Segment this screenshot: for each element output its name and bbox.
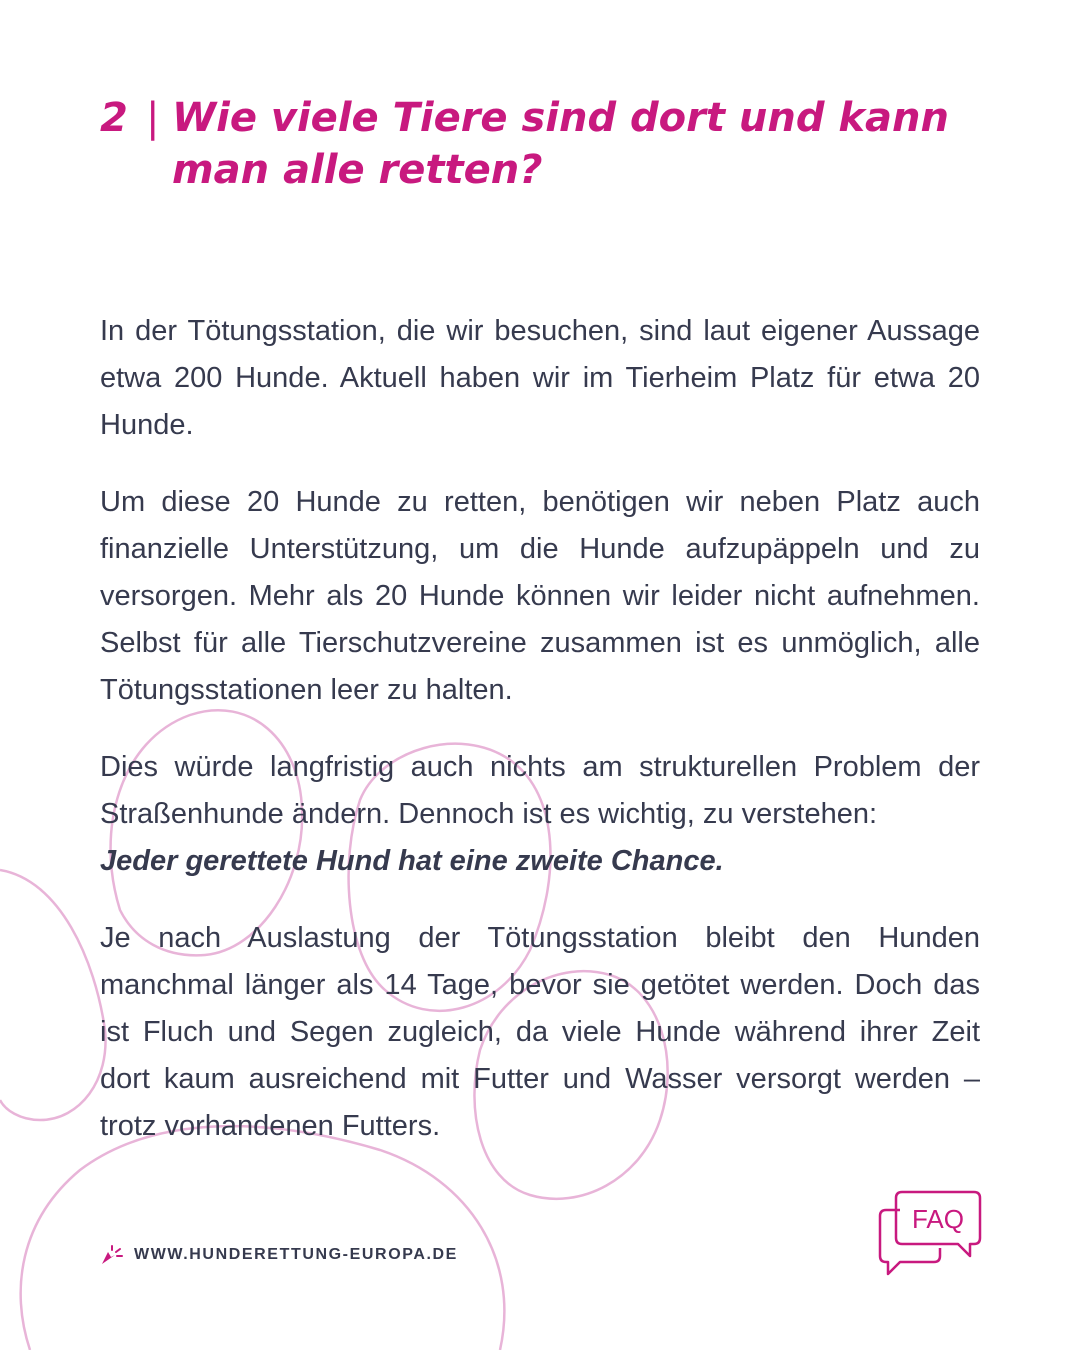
paragraph-4: Je nach Auslastung der Tötungsstation bleibt den Hunden manchmal länger als 14 Tage, bevor sie getötet werden. Doch das ist Fluch und Segen zugleich, da viele Hunde während ihrer Zeit dort kaum ausreichend mit Futter und Wasser versorgt werden – trotz vorhandenen Futters. (100, 922, 980, 1142)
website-footer[interactable] (100, 1244, 458, 1266)
paragraph-2: Um diese 20 Hunde zu retten, benötigen wir neben Platz auch finanzielle Unterstützung, um die Hunde aufzupäppeln und zu versorgen. Mehr als 20 Hunde können wir leider nicht aufnehmen. Selbst für alle Tierschutzvereine zusammen ist es unmöglich, alle Tötungsstationen leer zu halten. (100, 486, 980, 706)
answer-body (100, 308, 980, 1180)
paragraph-3-text: Dies würde langfristig auch nichts am strukturellen Problem der Straßenhunde ändern. Dennoch ist es wichtig, zu verstehen: (100, 751, 980, 830)
question-title: Wie viele Tiere sind dort und kann man alle retten? (172, 95, 949, 193)
question-number: 2 (100, 95, 128, 141)
emphasis-sentence: Jeder gerettete Hund hat eine zweite Chance. (100, 845, 724, 877)
faq-label: FAQ (911, 1204, 965, 1234)
paragraph-1: In der Tötungsstation, die wir besuchen, sind laut eigener Aussage etwa 200 Hunde. Aktuell haben wir im Tierheim Platz für etwa 20 Hunde. (100, 315, 980, 441)
faq-badge (876, 1188, 986, 1280)
heading-separator: | (146, 95, 160, 141)
chat-bubbles-icon (876, 1188, 986, 1280)
click-cursor-icon (100, 1244, 124, 1266)
paragraph-3 (100, 744, 980, 885)
website-url[interactable]: WWW.HUNDERETTUNG-EUROPA.DE (134, 1246, 458, 1263)
